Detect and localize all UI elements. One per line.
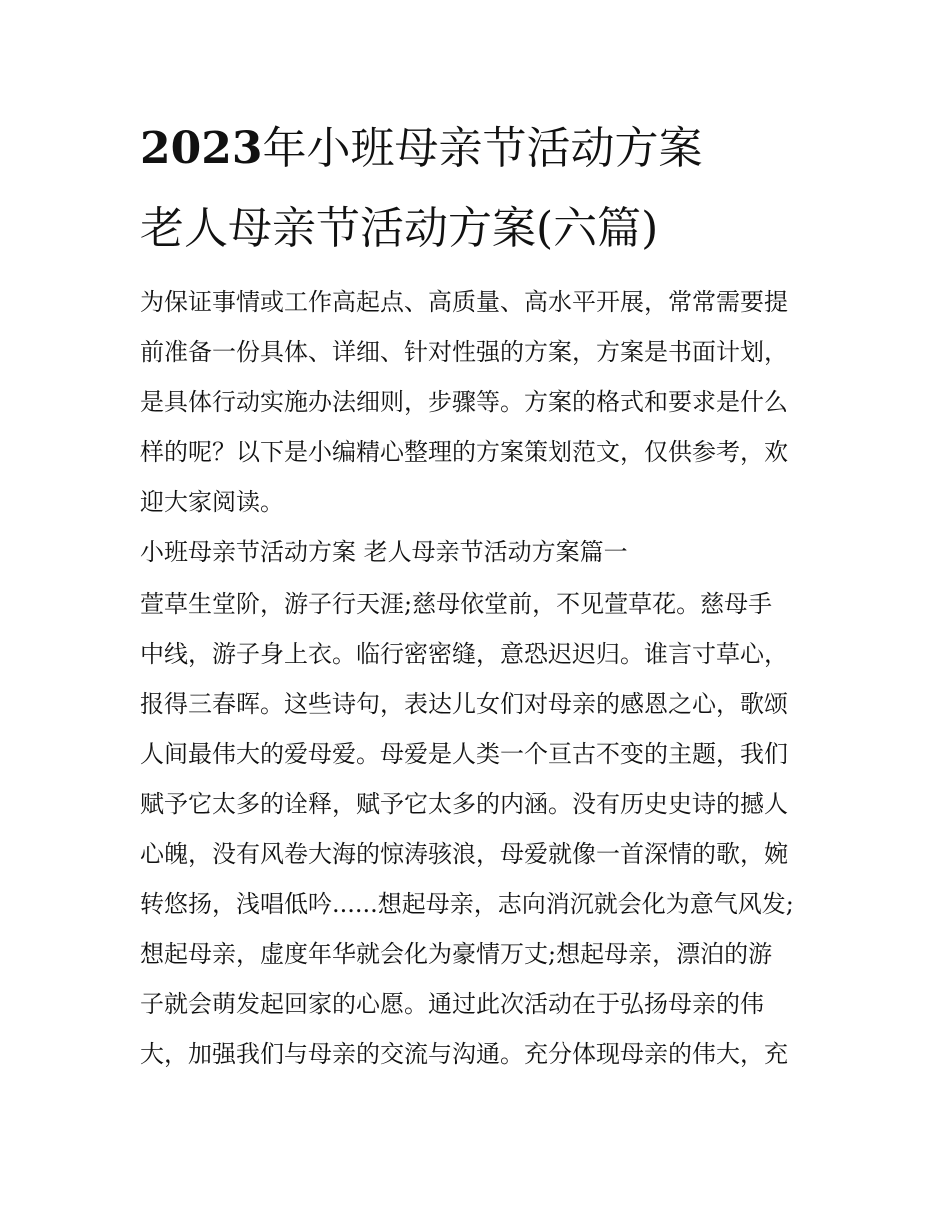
intro-line: 前准备一份具体、详细、针对性强的方案，方案是书面计划， — [140, 338, 788, 366]
section-line: 心魄，没有风卷大海的惊涛骇浪，母爱就像一首深情的歌，婉 — [140, 840, 788, 868]
section-line: 大，加强我们与母亲的交流与沟通。充分体现母亲的伟大，充 — [140, 1040, 788, 1068]
intro-line: 样的呢？以下是小编精心整理的方案策划范文，仅供参考，欢 — [140, 438, 788, 466]
intro-line: 为保证事情或工作高起点、高质量、高水平开展，常常需要提 — [140, 288, 788, 316]
section-line: 转悠扬，浅唱低吟......想起母亲，志向消沉就会化为意气风发; — [140, 890, 794, 918]
document-title-line-1 — [140, 123, 702, 175]
intro-line: 迎大家阅读。 — [140, 488, 284, 516]
section-line: 子就会萌发起回家的心愿。通过此次活动在于弘扬母亲的伟 — [140, 990, 764, 1018]
title-text: 年小班母亲节活动方案 — [262, 123, 703, 174]
section-line: 萱草生堂阶，游子行天涯;慈母依堂前，不见萱草花。慈母手 — [140, 590, 773, 618]
document-title-line-2: 老人母亲节活动方案(六篇) — [140, 203, 659, 254]
intro-line: 是具体行动实施办法细则，步骤等。方案的格式和要求是什么 — [140, 388, 788, 416]
section-line: 中线，游子身上衣。临行密密缝，意恐迟迟归。谁言寸草心， — [140, 640, 788, 668]
section-line: 想起母亲，虚度年华就会化为豪情万丈;想起母亲，漂泊的游 — [140, 940, 773, 968]
section-line: 报得三春晖。这些诗句，表达儿女们对母亲的感恩之心，歌颂 — [140, 690, 788, 718]
section-line: 赋予它太多的诠释，赋予它太多的内涵。没有历史史诗的撼人 — [140, 790, 788, 818]
section-heading: 小班母亲节活动方案 老人母亲节活动方案篇一 — [140, 538, 628, 566]
title-year: 2023 — [140, 123, 263, 174]
section-line: 人间最伟大的爱母爱。母爱是人类一个亘古不变的主题，我们 — [140, 740, 788, 768]
